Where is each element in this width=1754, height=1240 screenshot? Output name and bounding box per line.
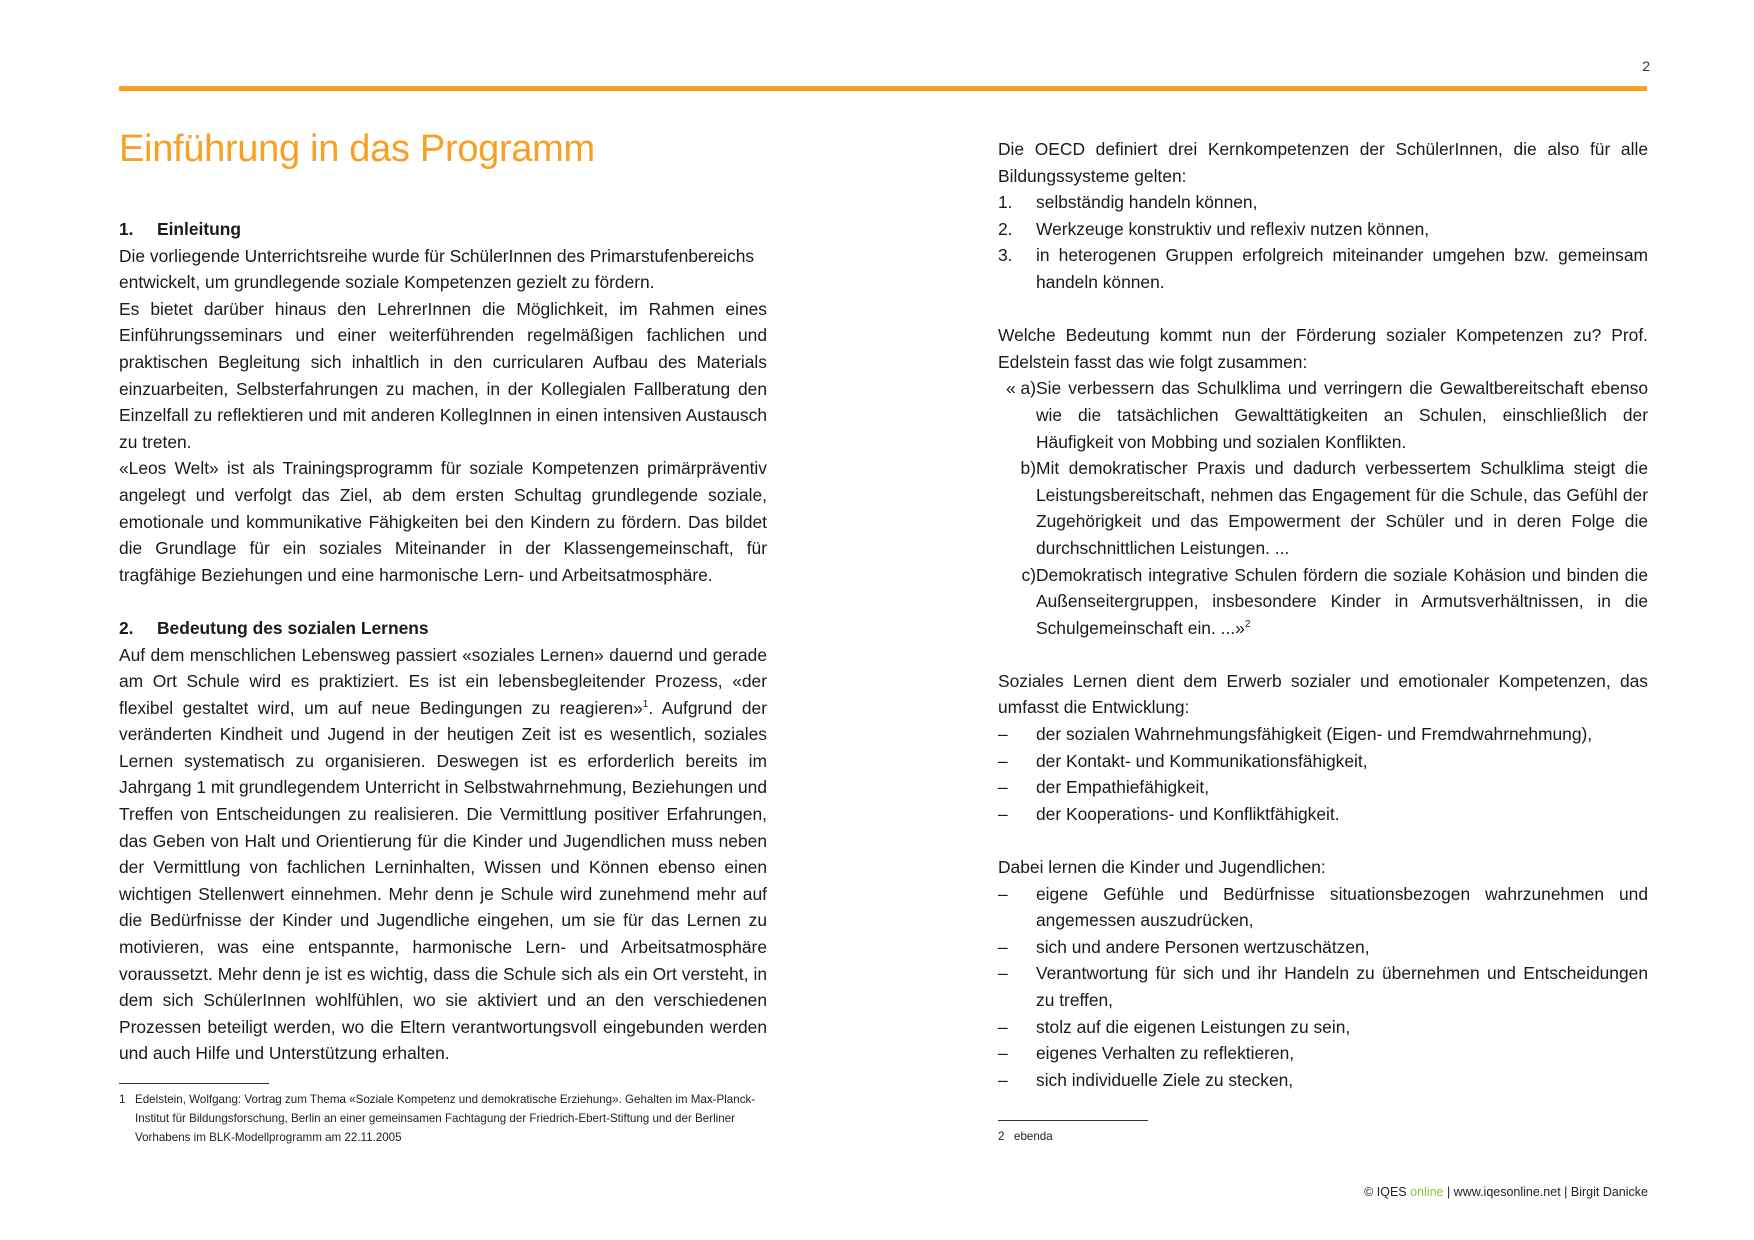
section-title: Bedeutung des sozialen Lernens: [157, 617, 429, 638]
page-title: Einführung in das Programm: [119, 128, 595, 170]
list-text: [1036, 1014, 1648, 1041]
paragraph: Es bietet darüber hinaus den LehrerInnen die Möglichkeit, im Rahmen eines Einführungsseminars und einer weiterführenden regelmäßigen fachlichen und praktischen Begleitung sich inhaltlich in den curricularen Aufbau des Materials einzuarbeiten, Selbsterfahrungen zu machen, in der Kollegialen Fallberatung den Einzelfall zu reflektieren und mit anderen KollegInnen in einen intensiven Austausch zu treten.: [119, 298, 767, 452]
list-text: [1036, 881, 1648, 934]
list-text-content: der Kooperations- und Konfliktfähigkeit.: [1036, 803, 1340, 824]
list-text-content: sich und andere Personen wertzuschätzen,: [1036, 936, 1370, 957]
list-text-content: in heterogenen Gruppen erfolgreich miteinander umgehen bzw. gemeinsam handeln können.: [1036, 245, 1648, 292]
footnote-divider: [998, 1120, 1148, 1121]
list-text-content: der Kontakt- und Kommunikationsfähigkeit,: [1036, 750, 1368, 771]
list-text: [1036, 1040, 1648, 1067]
paragraph: Die OECD definiert drei Kernkompetenzen der SchülerInnen, die also für alle Bildungssysteme gelten:: [998, 139, 1648, 186]
list-text-content: eigenes Verhalten zu reflektieren,: [1036, 1043, 1295, 1064]
list-item: [998, 562, 1648, 642]
list-marker: –: [998, 750, 1008, 771]
list-text: [1036, 774, 1648, 801]
list-item: [998, 1040, 1648, 1067]
paragraph: Dabei lernen die Kinder und Jugendlichen:: [998, 857, 1326, 878]
list-marker: –: [998, 963, 1008, 984]
list-text-content: sich individuelle Ziele zu stecken,: [1036, 1069, 1294, 1090]
list-item: [998, 375, 1648, 455]
list-item: [998, 748, 1648, 775]
footnote-ref[interactable]: 1: [642, 698, 649, 710]
list-text-content: Verantwortung für sich und ihr Handeln zu übernehmen und Entscheidungen zu treffen,: [1036, 963, 1648, 1010]
footnote-divider: [119, 1083, 269, 1084]
list-text: [1036, 801, 1648, 828]
list-text: [1036, 721, 1648, 748]
section-number: 2.: [119, 617, 134, 638]
footnote-number: 1: [119, 1093, 126, 1106]
footer-copyright: © IQES: [1364, 1185, 1407, 1199]
list-text-content: stolz auf die eigenen Leistungen zu sein,: [1036, 1016, 1351, 1037]
list-text: [1036, 455, 1648, 561]
footer-brand-online: online: [1410, 1185, 1444, 1199]
list-text-content: eigene Gefühle und Bedürfnisse situationsbezogen wahrzunehmen und angemessen auszudrücken,: [1036, 883, 1648, 931]
list-marker: c): [1021, 564, 1036, 585]
list-item: [998, 960, 1648, 1013]
paragraph-text: . Aufgrund der veränderten Kindheit und Jugend in der heutigen Zeit ist es wesentlich, soziales Lernen systematisch zu organisieren. Deswegen ist es erforderlich bereits im Jahrgang 1 mit grundlegendem Unterricht in Selbstwahrnehmung, Beziehungen und Treffen von Entscheidungen zu realisieren. Die Vermittlung positiver Erfahrungen, das Geben von Halt und Orientierung für die Kinder und Jugendlichen muss neben der Vermittlung von fachlichen Lerninhalten, Wissen und Können ebenso einen wichtigen Stellenwert einnehmen. Mehr denn je Schule wird zunehmend mehr auf die Bedürfnisse der Kinder und Jugendliche eingehen, um sie für das Lernen zu motivieren, was eine entspannte, harmonische Lern- und Arbeitsatmosphäre voraussetzt. Mehr denn je ist es wichtig, dass die Schule sich als ein Ort versteht, in dem sich SchülerInnen wohlfühlen, wo sie aktiviert und an den verschiedenen Prozessen beteiligt werden, wo die Eltern verantwortungsvoll eingebunden werden und auch Hilfe und Unterstützung erhalten.: [119, 697, 767, 1064]
paragraph: [119, 642, 767, 1068]
list-item: [998, 455, 1648, 561]
list-text-content: Sie verbessern das Schulklima und verringern die Gewaltbereitschaft ebenso wie die tatsächlichen Gewalttätigkeiten an Schulen, einschließlich der Häufigkeit von Mobbing und sozialen Konflikten.: [1036, 378, 1648, 452]
list-item: [998, 242, 1648, 295]
paragraph-text: Auf dem menschlichen Lebensweg passiert «soziales Lernen» dauernd und gerade am Ort Schule wird es praktiziert. Es ist ein lebensbegleitender Prozess, «der flexibel gestaltet wird, um auf neue Bedingungen zu reagieren»: [119, 644, 767, 718]
list-text: [1036, 960, 1648, 1013]
footnote-ref[interactable]: 2: [1244, 618, 1251, 630]
footnote: [119, 1090, 767, 1147]
footer: [1364, 1185, 1648, 1199]
paragraph: Die vorliegende Unterrichtsreihe wurde für SchülerInnen des Primarstufenbereichs entwickelt, um grundlegende soziale Kompetenzen gezielt zu fördern.: [119, 245, 755, 293]
section-title: Einleitung: [157, 219, 242, 239]
section-heading-1: [119, 216, 767, 243]
footnote-area: [998, 1120, 1648, 1146]
list-marker: « a): [1006, 378, 1036, 399]
list-item: [998, 1067, 1648, 1094]
list-item: [998, 774, 1648, 801]
list-item: [998, 189, 1648, 216]
list-text: [1036, 562, 1648, 642]
footnote-number: 2: [998, 1130, 1005, 1143]
list-text-content: der sozialen Wahrnehmungsfähigkeit (Eigen- und Fremdwahrnehmung),: [1036, 724, 1593, 745]
footer-credits: | www.iqesonline.net | Birgit Danicke: [1443, 1185, 1648, 1199]
list-marker: –: [998, 1069, 1008, 1090]
list-marker: b): [1020, 458, 1036, 479]
list-marker: 2.: [998, 218, 1013, 239]
list-text: [1036, 375, 1648, 455]
page-number: 2: [1642, 58, 1650, 74]
section-number: 1.: [119, 219, 134, 239]
list-marker: –: [998, 724, 1008, 745]
list-text: [1036, 242, 1648, 295]
list-marker: 3.: [998, 245, 1013, 266]
footnote-area: [119, 1083, 767, 1147]
list-item: [998, 216, 1648, 243]
oecd-list: [998, 189, 1648, 295]
list-marker: –: [998, 1016, 1008, 1037]
paragraph: Soziales Lernen dient dem Erwerb sozialer und emotionaler Kompetenzen, das umfasst die Entwicklung:: [998, 670, 1648, 718]
footnote-text: Edelstein, Wolfgang: Vortrag zum Thema «Soziale Kompetenz und demokratische Erziehung». Gehalten im Max-Planck-Institut für Bildungsforschung, Berlin an einer gemeinsamen Fachtagung der Friedrich-Ebert-Stiftung und der Berliner Vorhabens im BLK-Modellprogramm am 22.11.2005: [135, 1093, 756, 1144]
paragraph: «Leos Welt» ist als Trainingsprogramm für soziale Kompetenzen primärpräventiv angelegt und verfolgt das Ziel, ab dem ersten Schultag grundlegende soziale, emotionale und kommunikative Fähigkeiten bei den Kindern zu fördern. Das bildet die Grundlage für ein soziales Miteinander in der Klassengemeinschaft, für tragfähige Beziehungen und eine harmonische Lern- und Arbeitsatmosphäre.: [119, 458, 767, 585]
list-marker: –: [998, 803, 1008, 824]
list-item: [998, 721, 1648, 748]
list-text-content: selbständig handeln können,: [1036, 192, 1258, 213]
list-text-content: der Empathiefähigkeit,: [1036, 777, 1210, 798]
list-marker: –: [998, 777, 1008, 798]
list-text: [1036, 1067, 1648, 1094]
paragraph: Welche Bedeutung kommt nun der Förderung sozialer Kompetenzen zu? Prof. Edelstein fasst das wie folgt zusammen:: [998, 325, 1648, 372]
list-text: [1036, 934, 1648, 961]
list-text-content: Demokratisch integrative Schulen fördern die soziale Kohäsion und binden die Außenseitergruppen, insbesondere Kinder in Armutsverhältnissen, in die Schulgemeinschaft ein. ...»: [1036, 564, 1648, 638]
list-item: [998, 881, 1648, 934]
footnote-text: ebenda: [1014, 1130, 1053, 1143]
list-item: [998, 934, 1648, 961]
footnote: [998, 1127, 1648, 1146]
list-marker: –: [998, 1043, 1008, 1064]
list-marker: –: [998, 936, 1008, 957]
list-item: [998, 1014, 1648, 1041]
list-text-content: Werkzeuge konstruktiv und reflexiv nutzen können,: [1036, 218, 1430, 239]
list-marker: 1.: [998, 192, 1013, 213]
quote-list: [998, 375, 1648, 641]
list-text: [1036, 189, 1648, 216]
list-text: [1036, 748, 1648, 775]
list-marker: –: [998, 883, 1008, 904]
list-item: [998, 801, 1648, 828]
header-rule: [119, 86, 1647, 91]
list-text: [1036, 216, 1648, 243]
learn-list: [998, 881, 1648, 1094]
social-list: [998, 721, 1648, 827]
list-text-content: Mit demokratischer Praxis und dadurch verbessertem Schulklima steigt die Leistungsbereitschaft, nehmen das Engagement für die Schule, das Gefühl der Zugehörigkeit und das Empowerment der Schüler und in deren Folge die durchschnittlichen Leistungen. ...: [1036, 458, 1648, 558]
section-heading-2: [119, 615, 767, 642]
